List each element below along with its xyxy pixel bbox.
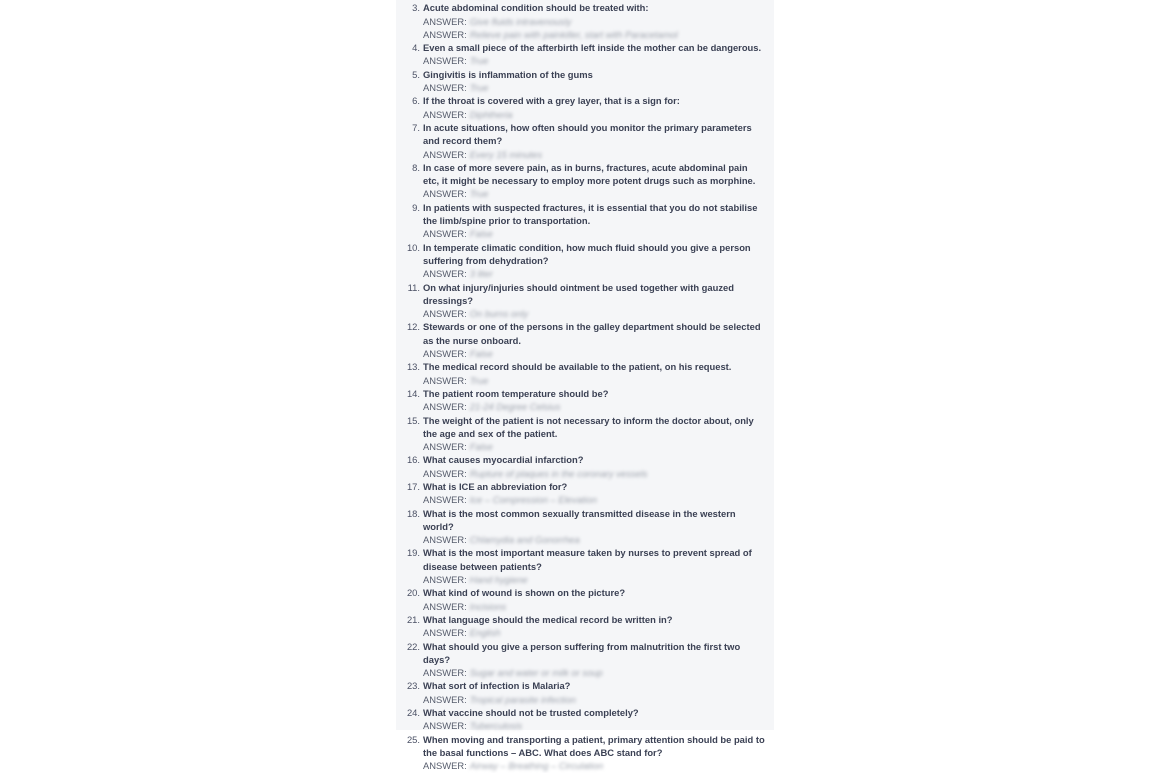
answer-label: ANSWER: [423, 494, 467, 506]
question-number: 22. [406, 640, 420, 652]
list-item [396, 360, 774, 387]
question-text: What kind of wound is shown on the picture? [423, 587, 626, 599]
question-text: Gingivitis is inflammation of the gums [423, 68, 593, 80]
answer-label: ANSWER: [423, 441, 467, 453]
answer-line [423, 600, 766, 613]
document-page [396, 0, 774, 772]
question-text: When moving and transporting a patient, primary attention should be paid to the basal functions – ABC. What does ABC stand for? [423, 733, 765, 758]
question-number: 7. [412, 121, 420, 133]
question-list [396, 0, 774, 773]
answer-label: ANSWER: [423, 82, 467, 94]
answer-line [423, 759, 766, 772]
answer-line [423, 307, 766, 320]
question-number: 25. [406, 733, 420, 745]
answer-line [423, 81, 766, 94]
list-item [396, 201, 774, 241]
answer-line [423, 533, 766, 546]
question-number: 17. [406, 480, 420, 492]
answer-value: Tuberculosis [469, 720, 523, 732]
question-number: 9. [412, 201, 420, 213]
answer-value: Airway – Breathing – Circulation [469, 760, 604, 772]
answer-value: Chlamydia and Gonorrhea [469, 534, 580, 546]
answer-line [423, 400, 766, 413]
answer-label: ANSWER: [423, 108, 467, 120]
question-text: On what injury/injuries should ointment be used together with gauzed dressings? [423, 281, 734, 306]
question-text: Even a small piece of the afterbirth left inside the mother can be dangerous. [423, 42, 762, 54]
answer-value: 3 liter [469, 268, 493, 280]
answer-value: False [469, 348, 493, 360]
list-item [396, 679, 774, 706]
answer-label: ANSWER: [423, 55, 467, 67]
answer-line [423, 347, 766, 360]
answer-line [423, 267, 766, 280]
question-text: The patient room temperature should be? [423, 387, 609, 399]
question-text: What causes myocardial infarction? [423, 454, 584, 466]
list-item [396, 68, 774, 95]
answer-value: Hand hygiene [469, 574, 528, 586]
answer-line [423, 626, 766, 639]
answer-value: True [469, 55, 489, 67]
list-item [396, 121, 774, 161]
list-item [396, 640, 774, 680]
list-item [396, 453, 774, 480]
answer-value: False [469, 441, 493, 453]
answer-value: Every 15 minutes [469, 148, 543, 160]
question-text: What sort of infection is Malaria? [423, 680, 571, 692]
list-item [396, 414, 774, 454]
answer-value: Tropical parasite infection [469, 693, 576, 705]
question-number: 3. [412, 2, 420, 14]
question-number: 13. [406, 361, 420, 373]
list-item [396, 706, 774, 733]
question-number: 6. [412, 95, 420, 107]
answer-line [423, 108, 766, 121]
question-number: 11. [407, 281, 420, 293]
question-text: What is ICE an abbreviation for? [423, 480, 568, 492]
answer-line [423, 54, 766, 67]
list-item [396, 281, 774, 321]
question-number: 8. [412, 161, 420, 173]
answer-label: ANSWER: [423, 15, 467, 27]
question-text: What language should the medical record be written in? [423, 613, 673, 625]
question-number: 10. [406, 241, 420, 253]
answer-line [423, 28, 766, 41]
answer-line [423, 666, 766, 679]
question-text: Stewards or one of the persons in the galley department should be selected as the nurse onboard. [423, 321, 761, 346]
question-text: The medical record should be available to the patient, on his request. [423, 361, 732, 373]
answer-label: ANSWER: [423, 600, 467, 612]
answer-label: ANSWER: [423, 188, 467, 200]
question-text: What is the most common sexually transmitted disease in the western world? [423, 507, 736, 532]
list-item [396, 161, 774, 201]
answer-value: Rupture of plaques in the coronary vessels [469, 467, 648, 479]
question-text: In case of more severe pain, as in burns, fractures, acute abdominal pain etc, it might be necessary to employ more potent drugs such as morphine. [423, 161, 756, 187]
answer-value: Give fluids intravenously [469, 15, 572, 27]
answer-value: False [469, 228, 493, 240]
answer-value: Ice – Compression – Elevation [469, 494, 597, 506]
question-number: 4. [412, 42, 420, 54]
answer-label: ANSWER: [423, 228, 467, 240]
answer-value: 21-24 Degree Celsius [469, 401, 561, 413]
answer-line [423, 187, 766, 200]
answer-value: True [469, 188, 489, 200]
answer-label: ANSWER: [423, 148, 467, 160]
list-item [396, 94, 774, 121]
answer-value: True [469, 374, 489, 386]
answer-line [423, 693, 766, 706]
answer-line [423, 374, 766, 387]
list-item [396, 546, 774, 586]
list-item [396, 733, 774, 773]
question-text: What is the most important measure taken by nurses to prevent spread of disease between patients? [423, 547, 752, 572]
answer-label: ANSWER: [423, 627, 467, 639]
question-number: 5. [412, 68, 420, 80]
answer-value: On burns only [469, 308, 529, 320]
answer-value: True [469, 82, 489, 94]
answer-label: ANSWER: [423, 760, 467, 772]
answer-line [423, 573, 766, 586]
question-number: 19. [406, 547, 420, 559]
answer-label: ANSWER: [423, 534, 467, 546]
answer-label: ANSWER: [423, 720, 467, 732]
list-item [396, 1, 774, 41]
answer-label: ANSWER: [423, 374, 467, 386]
list-item [396, 387, 774, 414]
question-number: 23. [406, 680, 420, 692]
question-number: 18. [406, 507, 420, 519]
answer-label: ANSWER: [423, 574, 467, 586]
list-item [396, 41, 774, 68]
answer-line [423, 493, 766, 506]
answer-value: English [469, 627, 501, 639]
question-text: If the throat is covered with a grey layer, that is a sign for: [423, 95, 680, 107]
question-text: What should you give a person suffering from malnutrition the first two days? [423, 640, 741, 665]
answer-line [423, 719, 766, 732]
list-item [396, 241, 774, 281]
answer-line [423, 227, 766, 240]
question-text: In acute situations, how often should you monitor the primary parameters and record them? [423, 121, 752, 147]
list-item [396, 507, 774, 547]
list-item [396, 320, 774, 360]
answer-label: ANSWER: [423, 693, 467, 705]
question-number: 12. [406, 321, 420, 333]
list-item [396, 613, 774, 640]
answer-value: Diphtheria [469, 108, 513, 120]
answer-label: ANSWER: [423, 401, 467, 413]
question-text: In temperate climatic condition, how much fluid should you give a person suffering from dehydration? [423, 241, 751, 266]
question-text: The weight of the patient is not necessary to inform the doctor about, only the age and sex of the patient. [423, 414, 754, 439]
answer-line [423, 440, 766, 453]
question-text: In patients with suspected fractures, it is essential that you do not stabilise the limb/spine prior to transportation. [423, 201, 758, 227]
answer-label: ANSWER: [423, 308, 467, 320]
question-number: 24. [406, 707, 420, 719]
question-number: 20. [406, 587, 420, 599]
answer-value: Incisions [469, 600, 507, 612]
question-text: What vaccine should not be trusted completely? [423, 707, 639, 719]
question-number: 21. [406, 613, 420, 625]
question-number: 15. [406, 414, 420, 426]
question-number: 14. [406, 387, 420, 399]
question-text: Acute abdominal condition should be treated with: [423, 2, 649, 14]
answer-line [423, 15, 766, 28]
answer-line [423, 467, 766, 480]
answer-label: ANSWER: [423, 268, 467, 280]
answer-value: Relieve pain with painkiller, start with Paracetamol [469, 28, 678, 40]
list-item [396, 586, 774, 613]
answer-value: Sugar and water or milk or soup [469, 667, 603, 679]
question-number: 16. [406, 454, 420, 466]
answer-label: ANSWER: [423, 667, 467, 679]
answer-label: ANSWER: [423, 348, 467, 360]
answer-label: ANSWER: [423, 28, 467, 40]
answer-label: ANSWER: [423, 467, 467, 479]
answer-line [423, 148, 766, 161]
list-item [396, 480, 774, 507]
